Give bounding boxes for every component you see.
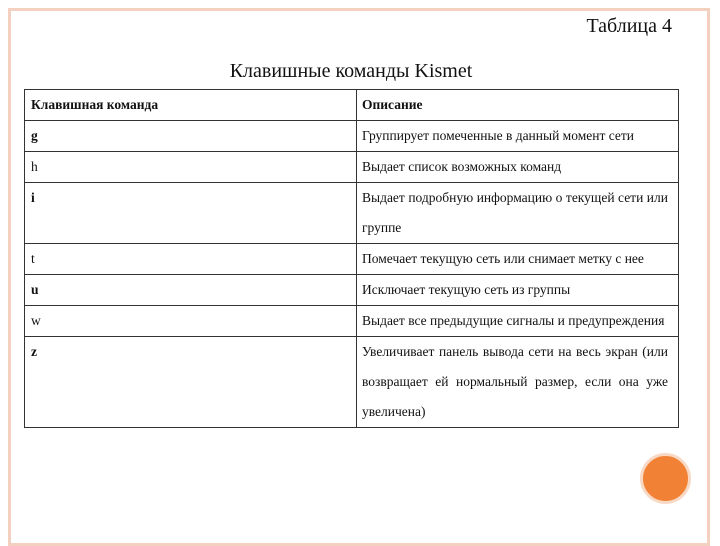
table-row — [25, 306, 679, 337]
description-cell: Выдает список возможных команд — [357, 152, 679, 183]
description-cell: Группирует помеченные в данный момент сети — [357, 121, 679, 152]
table-number: Таблица 4 — [586, 15, 672, 37]
description-cell: Выдает подробную информацию о текущей сети или группе — [357, 183, 679, 244]
key-cell: z — [25, 337, 357, 428]
header-description-cell — [357, 90, 679, 121]
decorative-circle — [640, 453, 691, 504]
table-row — [25, 244, 679, 275]
key-cell: w — [25, 306, 357, 337]
key-cell: u — [25, 275, 357, 306]
header-description: Описание — [362, 97, 423, 112]
description-cell: Исключает текущую сеть из группы — [357, 275, 679, 306]
key-cell: i — [25, 183, 357, 244]
description-cell: Выдает все предыдущие сигналы и предупреждения — [357, 306, 679, 337]
table-row — [25, 121, 679, 152]
table-row — [25, 337, 679, 428]
key-cell: t — [25, 244, 357, 275]
key-cell: g — [25, 121, 357, 152]
description-cell: Увеличивает панель вывода сети на весь экран (или возвращает ей нормальный размер, если она уже увеличена) — [357, 337, 679, 428]
table-row — [25, 152, 679, 183]
table-row — [25, 183, 679, 244]
commands-table — [24, 89, 679, 428]
description-cell: Помечает текущую сеть или снимает метку с нее — [357, 244, 679, 275]
header-key-cell — [25, 90, 357, 121]
header-key: Клавишная команда — [31, 97, 159, 112]
table-row — [25, 275, 679, 306]
table-header-row — [25, 90, 679, 121]
key-cell: h — [25, 152, 357, 183]
page-title: Клавишные команды Kismet — [229, 60, 473, 82]
